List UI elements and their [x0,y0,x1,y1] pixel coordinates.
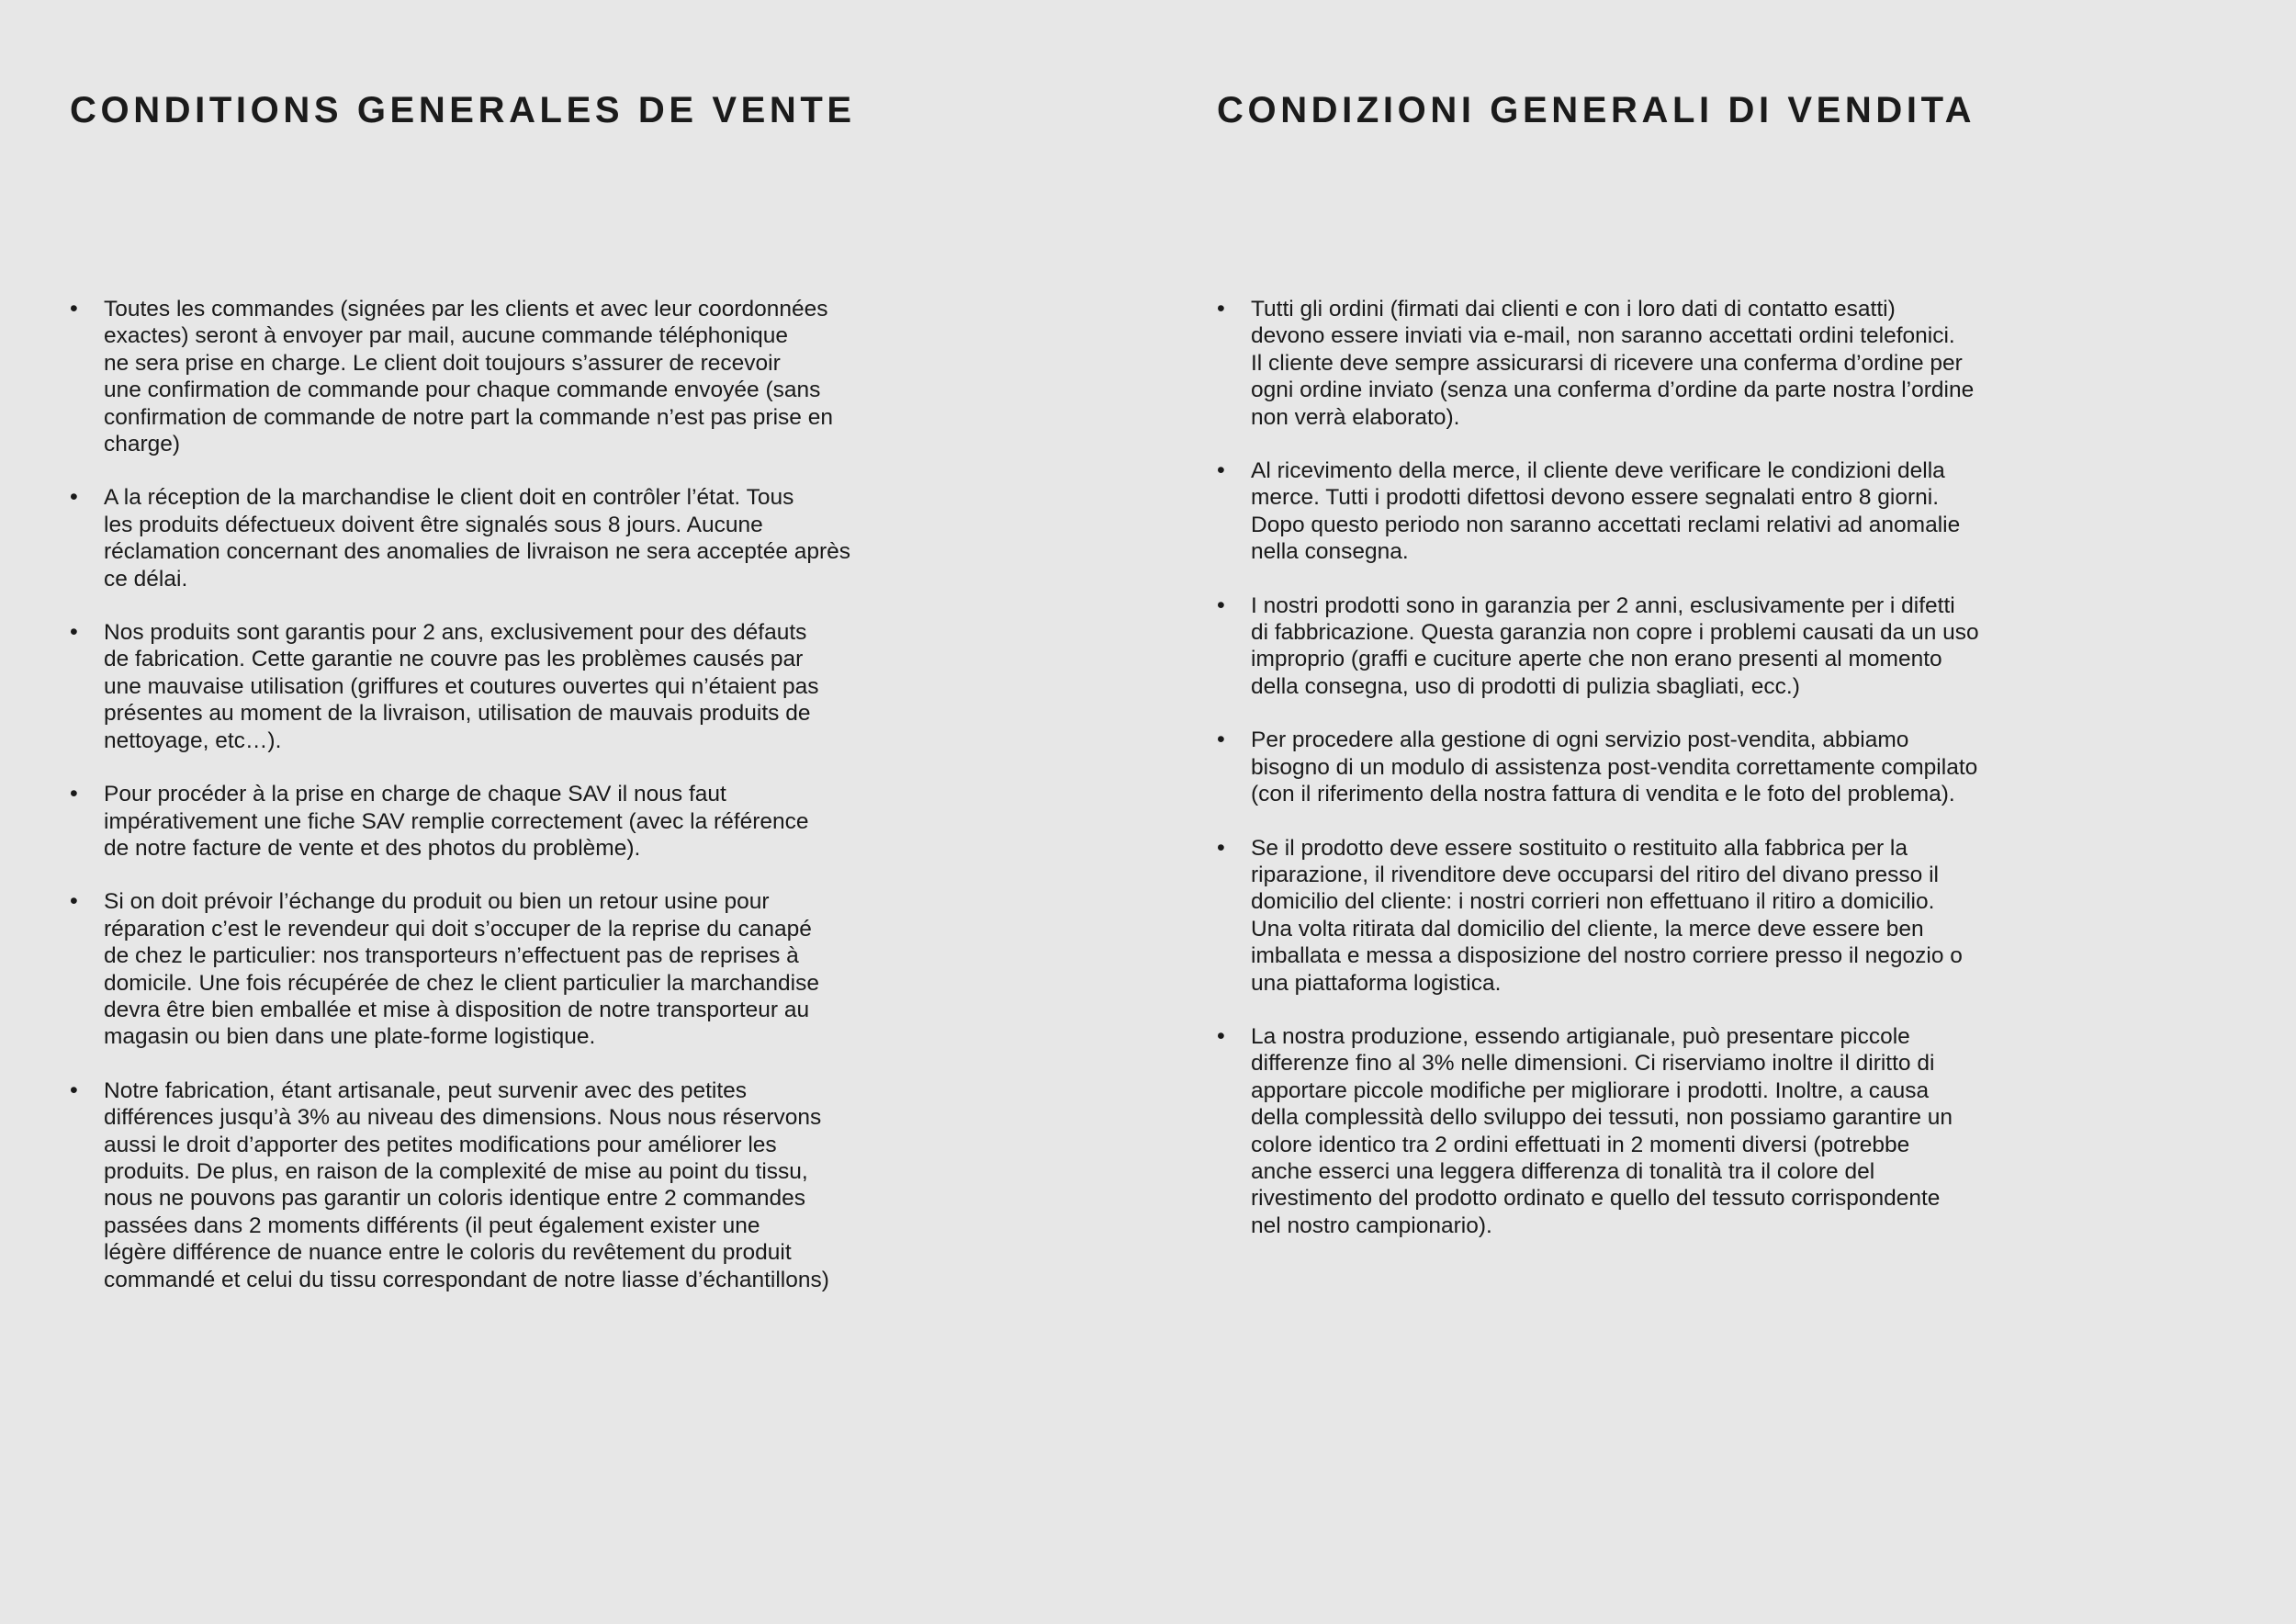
clause-text-line: della complessità dello sviluppo dei tessuti, non possiamo garantire un [1251,1105,1953,1131]
clause-text-line: Dopo questo periodo non saranno accettati reclami relativi ad anomalie [1251,512,1961,537]
clause-text-line: Il cliente deve sempre assicurarsi di ricevere una conferma d’ordine per [1251,350,1963,376]
bullet-marker: • [70,619,78,646]
clause-text-line: de notre facture de vente et des photos du problème). [104,835,641,861]
clause-text-line: Al ricevimento della merce, il cliente deve verificare le condizioni della [1251,458,1945,484]
bullet-marker: • [1217,727,1225,753]
clause-text-line: ogni ordine inviato (senza una conferma d’ordine da parte nostra l’ordine [1251,378,1975,403]
clause-text-line: réclamation concernant des anomalies de livraison ne sera acceptée après [104,539,851,565]
bullet-marker: • [1217,1022,1225,1049]
clause-text-line: domicilio del cliente: i nostri corrieri non effettuano il ritiro a domicilio. [1251,889,1935,915]
bullet-marker: • [70,1077,78,1103]
clause-text-line: riparazione, il rivenditore deve occuparsi del ritiro del divano presso il [1251,862,1939,887]
clause-text-line: une confirmation de commande pour chaque commande envoyée (sans [104,378,821,403]
italian-title: CONDIZIONI GENERALI DI VENDITA [1217,90,1976,130]
french-title: CONDITIONS GENERALES DE VENTE [70,90,856,130]
clause-text-line: La nostra produzione, essendo artigianale, può presentare piccole [1251,1023,1910,1049]
clause-text-line: magasin ou bien dans une plate-forme logistique. [104,1024,596,1050]
clause-text-line: une mauvaise utilisation (griffures et coutures ouvertes qui n’étaient pas [104,673,819,699]
clause-text-line: présentes au moment de la livraison, utilisation de mauvais produits de [104,701,811,727]
bullet-marker: • [70,888,78,915]
clause-text-line: colore identico tra 2 ordini effettuati in 2 momenti diversi (potrebbe [1251,1132,1910,1157]
clause-text-line: aussi le droit d’apporter des petites modifications pour améliorer les [104,1132,777,1157]
clause-text-line: una piattaforma logistica. [1251,970,1502,996]
clause-text-line: nella consegna. [1251,539,1409,565]
list-item [1217,727,2043,807]
clause-text-line: Tutti gli ordini (firmati dai clienti e con i loro dati di contatto esatti) [1251,297,1896,321]
clause-text-line: nettoyage, etc…). [104,727,282,753]
clause-text-line: Pour procéder à la prise en charge de chaque SAV il nous faut [104,782,726,807]
clause-text-line: merce. Tutti i prodotti difettosi devono essere segnalati entro 8 giorni. [1251,485,1940,511]
clause-text-line: devra être bien emballée et mise à disposition de notre transporteur au [104,997,810,1022]
clause-text-line: produits. De plus, en raison de la complexité de mise au point du tissu, [104,1158,808,1184]
clause-text-line: nous ne pouvons pas garantir un coloris identique entre 2 commandes [104,1186,806,1212]
clause-text-line: (con il riferimento della nostra fattura di vendita e le foto del problema). [1251,782,1955,807]
clause-text-line: di fabbricazione. Questa garanzia non copre i problemi causati da un uso [1251,620,1979,646]
clause-text-line: les produits défectueux doivent être signalés sous 8 jours. Aucune [104,512,763,537]
list-item [70,781,896,862]
clause-text-line: légère différence de nuance entre le coloris du revêtement du produit [104,1240,792,1266]
list-item [70,619,896,754]
list-item [1217,592,2043,701]
clause-text-line: Notre fabrication, étant artisanale, peut survenir avec des petites [104,1077,747,1103]
clause-text-line: ce délai. [104,566,188,592]
clause-text-line: de fabrication. Cette garantie ne couvre pas les problèmes causés par [104,647,804,672]
clause-text-line: différences jusqu’à 3% au niveau des dimensions. Nous nous réservons [104,1105,822,1131]
clause-text-line: Si on doit prévoir l’échange du produit ou bien un retour usine pour [104,889,770,915]
clause-text-line: differenze fino al 3% nelle dimensioni. Ci riserviamo inoltre il diritto di [1251,1051,1935,1077]
french-clause-list [70,296,896,1320]
clause-text-line: domicile. Une fois récupérée de chez le client particulier la marchandise [104,970,819,996]
bullet-marker: • [1217,296,1225,321]
clause-text-line: imballata e messa a disposizione del nostro corriere presso il negozio o [1251,943,1963,969]
clause-text-line: commandé et celui du tissu correspondant de notre liasse d’échantillons) [104,1267,829,1292]
clause-text-line: Nos produits sont garantis pour 2 ans, exclusivement pour des défauts [104,620,807,646]
clause-text-line: bisogno di un modulo di assistenza post-vendita correttamente compilato [1251,754,1978,780]
list-item [1217,296,2043,431]
bullet-marker: • [1217,834,1225,861]
bullet-marker: • [1217,457,1225,484]
list-item [1217,457,2043,566]
clause-text-line: improprio (graffi e cuciture aperte che non erano presenti al momento [1251,647,1942,672]
list-item [1217,835,2043,997]
clause-text-line: de chez le particulier: nos transporteurs n’effectuent pas de reprises à [104,943,799,969]
clause-text-line: Una volta ritirata dal domicilio del cliente, la merce deve essere ben [1251,916,1924,942]
clause-text-line: apportare piccole modifiche per migliorare i prodotti. Inoltre, a causa [1251,1077,1930,1103]
bullet-marker: • [1217,592,1225,618]
list-item [70,296,896,457]
clause-text-line: ne sera prise en charge. Le client doit toujours s’assurer de recevoir [104,350,781,376]
clause-text-line: della consegna, uso di prodotti di pulizia sbagliati, ecc.) [1251,673,1800,699]
clause-text-line: anche esserci una leggera differenza di tonalità tra il colore del [1251,1158,1875,1184]
clause-text-line: exactes) seront à envoyer par mail, aucune commande téléphonique [104,323,788,349]
bullet-marker: • [70,296,78,321]
list-item [70,484,896,592]
clause-text-line: I nostri prodotti sono in garanzia per 2 anni, esclusivamente per i difetti [1251,592,1955,618]
clause-text-line: nel nostro campionario). [1251,1212,1492,1238]
clause-text-line: impérativement une fiche SAV remplie correctement (avec la référence [104,808,809,834]
list-item [70,888,896,1050]
italian-clause-list [1217,296,2043,1266]
clause-text-line: rivestimento del prodotto ordinato e quello del tessuto corrispondente [1251,1186,1941,1212]
clause-text-line: réparation c’est le revendeur qui doit s’occuper de la reprise du canapé [104,916,812,942]
clause-text-line: Se il prodotto deve essere sostituito o restituito alla fabbrica per la [1251,835,1908,861]
bullet-marker: • [70,781,78,807]
clause-text-line: non verrà elaborato). [1251,404,1460,430]
clause-text-line: charge) [104,432,181,457]
clause-text-line: passées dans 2 moments différents (il peut également exister une [104,1212,760,1238]
list-item [1217,1023,2043,1239]
clause-text-line: devono essere inviati via e-mail, non saranno accettati ordini telefonici. [1251,323,1955,349]
clause-text-line: A la réception de la marchandise le client doit en contrôler l’état. Tous [104,485,794,511]
clause-text-line: confirmation de commande de notre part la commande n’est pas prise en [104,404,833,430]
clause-text-line: Toutes les commandes (signées par les clients et avec leur coordonnées [104,297,828,321]
bullet-marker: • [70,484,78,511]
clause-text-line: Per procedere alla gestione di ogni servizio post-vendita, abbiamo [1251,727,1909,753]
list-item [70,1077,896,1293]
